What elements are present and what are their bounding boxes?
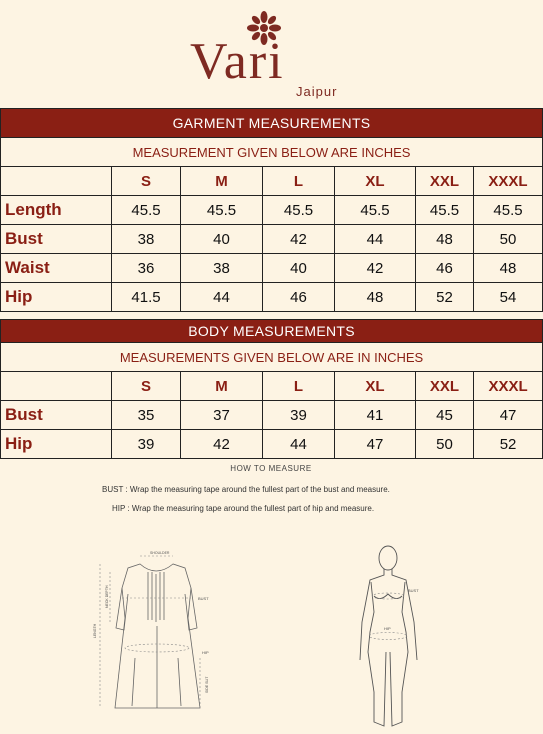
header-blank-cell: [1, 167, 112, 196]
size-header: XXL: [416, 372, 474, 401]
hip-instruction: [112, 504, 374, 513]
table-cell: 45.5: [335, 196, 416, 225]
table-cell: 42: [263, 225, 335, 254]
size-header: XL: [335, 167, 416, 196]
table-row: [1, 196, 543, 225]
table-cell: 37: [181, 401, 263, 430]
label-neck-depth: NECK DEPTH: [105, 585, 109, 608]
how-to-measure-section: [0, 460, 542, 734]
table-cell: 35: [112, 401, 181, 430]
label-hip: HIP: [202, 650, 209, 655]
table-cell: 45.5: [112, 196, 181, 225]
body-label-bust: BUST: [408, 588, 419, 593]
garment-size-header: [1, 167, 543, 196]
hip-key: HIP :: [112, 504, 130, 513]
table-cell: 39: [112, 430, 181, 459]
garment-note: MEASUREMENT GIVEN BELOW ARE INCHES: [1, 138, 543, 167]
size-header: L: [263, 372, 335, 401]
label-shoulder: SHOULDER: [150, 551, 170, 555]
body-figure-diagram: [340, 542, 440, 734]
bust-instruction: [102, 485, 390, 494]
bust-text: Wrap the measuring tape around the fullest part of the bust and measure.: [129, 485, 390, 494]
table-cell: 46: [263, 283, 335, 312]
table-cell: 42: [335, 254, 416, 283]
table-cell: 44: [263, 430, 335, 459]
table-cell: 46: [416, 254, 474, 283]
table-cell: 48: [474, 254, 543, 283]
table-cell: 42: [181, 430, 263, 459]
size-header: XXXL: [474, 167, 543, 196]
size-header: M: [181, 167, 263, 196]
table-cell: 48: [335, 283, 416, 312]
label-bust: BUST: [198, 596, 209, 601]
row-label: Waist: [1, 254, 112, 283]
table-cell: 45.5: [416, 196, 474, 225]
brand-name: Vari: [190, 33, 285, 90]
table-cell: 36: [112, 254, 181, 283]
size-header: L: [263, 167, 335, 196]
size-header: S: [112, 372, 181, 401]
table-cell: 38: [181, 254, 263, 283]
how-to-title: HOW TO MEASURE: [230, 464, 312, 473]
table-cell: 45.5: [181, 196, 263, 225]
table-cell: 52: [474, 430, 543, 459]
table-cell: 38: [112, 225, 181, 254]
label-side-slit: SIDE SLIT: [205, 676, 209, 693]
table-cell: 47: [335, 430, 416, 459]
table-cell: 39: [263, 401, 335, 430]
row-label: Bust: [1, 225, 112, 254]
bust-key: BUST :: [102, 485, 128, 494]
table-cell: 41.5: [112, 283, 181, 312]
table-row: [1, 254, 543, 283]
table-row: [1, 225, 543, 254]
table-row: [1, 430, 543, 459]
body-note: MEASUREMENTS GIVEN BELOW ARE IN INCHES: [1, 343, 543, 372]
table-cell: 45: [416, 401, 474, 430]
garment-banner: GARMENT MEASUREMENTS: [1, 109, 543, 138]
garment-measurements-table: [0, 108, 543, 312]
table-cell: 52: [416, 283, 474, 312]
table-row: [1, 401, 543, 430]
row-label: Hip: [1, 430, 112, 459]
table-row: [1, 283, 543, 312]
row-label: Hip: [1, 283, 112, 312]
brand-header: [0, 0, 543, 108]
table-cell: 44: [335, 225, 416, 254]
table-cell: 41: [335, 401, 416, 430]
size-header: XXL: [416, 167, 474, 196]
body-measurements-table: [0, 319, 543, 459]
brand-city: Jaipur: [296, 84, 338, 99]
size-header: M: [181, 372, 263, 401]
table-cell: 47: [474, 401, 543, 430]
body-label-hip: HIP: [384, 626, 391, 631]
hip-text: Wrap the measuring tape around the fullest part of hip and measure.: [131, 504, 375, 513]
header-blank-cell: [1, 372, 112, 401]
row-label: Length: [1, 196, 112, 225]
table-cell: 40: [181, 225, 263, 254]
label-length: LENGTH: [93, 623, 97, 638]
kurta-diagram: [70, 548, 230, 734]
table-cell: 48: [416, 225, 474, 254]
body-banner: BODY MEASUREMENTS: [1, 320, 543, 343]
row-label: Bust: [1, 401, 112, 430]
size-header: XL: [335, 372, 416, 401]
table-cell: 50: [416, 430, 474, 459]
body-size-header: [1, 372, 543, 401]
table-cell: 54: [474, 283, 543, 312]
table-cell: 45.5: [474, 196, 543, 225]
table-cell: 40: [263, 254, 335, 283]
table-cell: 45.5: [263, 196, 335, 225]
table-cell: 44: [181, 283, 263, 312]
size-header: S: [112, 167, 181, 196]
table-cell: 50: [474, 225, 543, 254]
size-header: XXXL: [474, 372, 543, 401]
